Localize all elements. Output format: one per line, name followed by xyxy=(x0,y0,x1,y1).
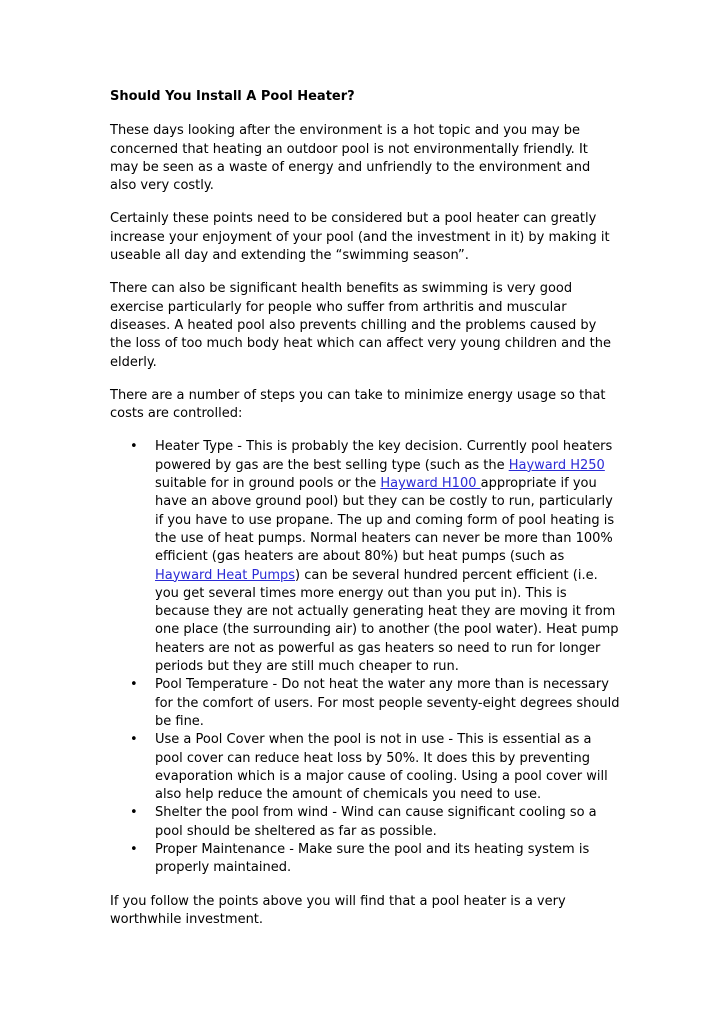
bullet-icon: • xyxy=(130,841,138,857)
pool-cover-text: Use a Pool Cover when the pool is not in use - This is essential as a pool cover can reduce heat loss by 50%. It does this by preventing evaporation which is a major cause of cooling. Using a pool cover will also help reduce the amount of chemicals you need to use. xyxy=(155,732,608,803)
list-item-heater-type xyxy=(110,438,620,676)
list-item-shelter xyxy=(110,804,620,841)
paragraph-conclusion: If you follow the points above you will find that a pool heater is a very worthwhile investment. xyxy=(110,893,566,927)
paragraph-health: There can also be significant health benefits as swimming is very good exercise particularly for people who suffer from arthritis and muscular diseases. A heated pool also prevents chilling and the problems caused by the loss of too much body heat which can affect very young children and the elderly. xyxy=(110,281,612,370)
shelter-text: Shelter the pool from wind - Wind can cause significant cooling so a pool should be sheltered as far as possible. xyxy=(155,805,597,839)
bullet-icon: • xyxy=(130,439,138,455)
paragraph-steps-intro: There are a number of steps you can take to minimize energy usage so that costs are controlled: xyxy=(110,387,606,422)
heater-text-part-4: ) can be several hundred percent efficient (i.e. you get several times more energy out than you put in). This is because they are not actually generating heat they are moving it from one place (the surrounding air) to another (the pool water). Heat pump heaters are not as powerful as gas heaters so need to run for longer periods but they are still much cheaper to run. xyxy=(155,567,619,675)
hayward-h250-link[interactable]: Hayward H250 xyxy=(508,457,605,473)
bullet-icon: • xyxy=(130,805,138,821)
paragraph-enjoyment: Certainly these points need to be considered but a pool heater can greatly increase your enjoyment of your pool (and the investment in it) by making it useable all day and extending the “swimming season”. xyxy=(110,211,610,264)
steps-list xyxy=(110,438,620,877)
list-item-pool-cover xyxy=(110,731,620,804)
heater-text-part-2: suitable for in ground pools or the xyxy=(155,476,381,492)
list-item-pool-temperature xyxy=(110,676,620,731)
bullet-icon: • xyxy=(130,677,138,693)
paragraph-environment: These days looking after the environment is a hot topic and you may be concerned that heating an outdoor pool is not environmentally friendly. It may be seen as a waste of energy and unfriendly to the environment and also very costly. xyxy=(110,123,591,194)
list-item-maintenance xyxy=(110,841,620,878)
hayward-h100-link[interactable]: Hayward H100 xyxy=(380,476,481,492)
pool-temperature-text: Pool Temperature - Do not heat the water any more than is necessary for the comfort of users. For most people seventy-eight degrees should be fine. xyxy=(155,677,620,729)
heater-text-part-1: Heater Type - This is probably the key decision. Currently pool heaters powered by gas are the best selling type (such as the xyxy=(155,439,613,473)
page-title: Should You Install A Pool Heater? xyxy=(110,89,355,104)
hayward-heat-pumps-link[interactable]: Hayward Heat Pumps xyxy=(155,567,296,583)
heater-text-part-3: appropriate if you have an above ground pool) but they can be costly to run, particularly if you have to use propane. The up and coming form of pool heating is the use of heat pumps. Normal heaters can never be more than 100% efficient (gas heaters are about 80%) but heat pumps (such as xyxy=(155,476,615,565)
document-page xyxy=(110,88,620,944)
bullet-icon: • xyxy=(130,732,138,748)
maintenance-text: Proper Maintenance - Make sure the pool and its heating system is properly maintained. xyxy=(155,841,590,876)
